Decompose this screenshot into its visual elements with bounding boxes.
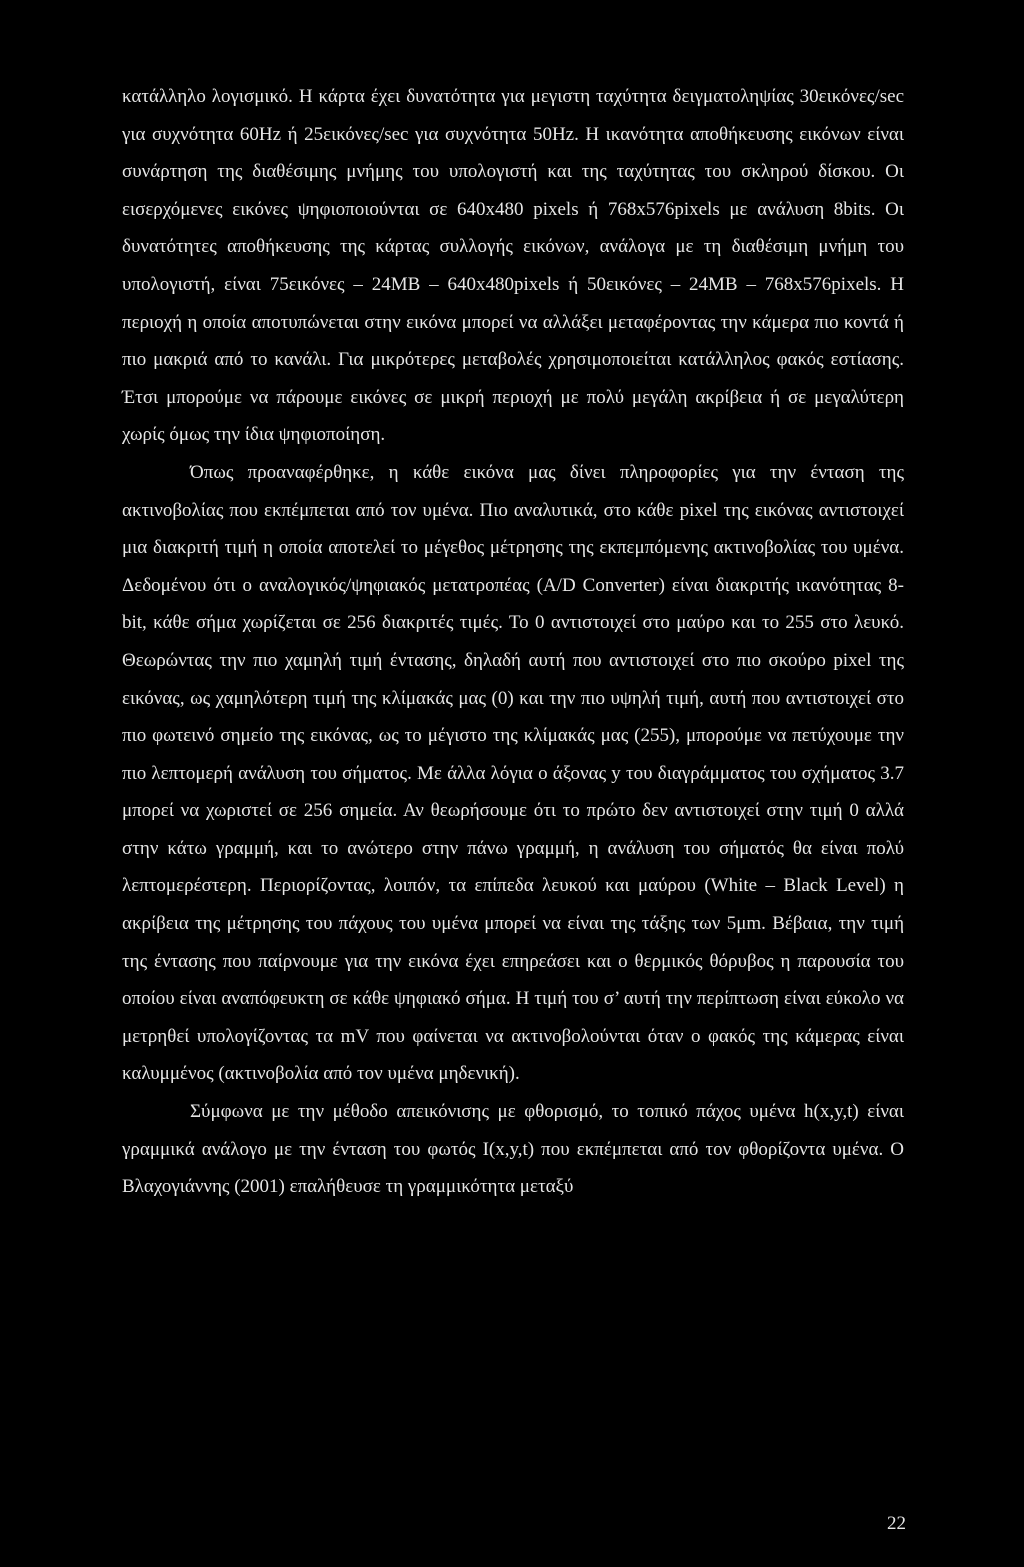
paragraph-fluorescence-method: Σύμφωνα με την μέθοδο απεικόνισης με φθορισμό, το τοπικό πάχος υμένα h(x,y,t) είναι γραμμικά ανάλογο με την ένταση του φωτός I(x,y,t) που εκπέμπεται από τον φθορίζοντα υμένα. Ο Βλαχογιάννης (2001) επαλήθευσε τη γραμμικότητα μεταξύ <box>122 1101 904 1198</box>
paragraph-intensity-resolution: Όπως προαναφέρθηκε, η κάθε εικόνα μας δίνει πληροφορίες για την ένταση της ακτινοβολίας που εκπέμπεται από τον υμένα. Πιο αναλυτικά, στο κάθε pixel της εικόνας αντιστοιχεί μια διακριτή τιμή η οποία αποτελεί το μέγεθος μέτρησης της εκπεμπόμενης ακτινοβολίας του υμένα. Δεδομένου ότι ο αναλογικός/ψηφιακός μετατροπέας (A/D Converter) είναι διακριτής ικανότητας 8-bit, κάθε σήμα χωρίζεται σε 256 διακριτές τιμές. Το 0 αντιστοιχεί στο μαύρο και το 255 στο λευκό. Θεωρώντας την πιο χαμηλή τιμή έντασης, δηλαδή αυτή που αντιστοιχεί στο πιο σκούρο pixel της εικόνας, ως χαμηλότερη τιμή της κλίμακάς μας (0) και την πιο υψηλή τιμή, αυτή που αντιστοιχεί στο πιο φωτεινό σημείο της εικόνας, ως το μέγιστο της κλίμακάς μας (255), μπορούμε να πετύχουμε την πιο λεπτομερή ανάλυση του σήματος. Με άλλα λόγια ο άξονας y του διαγράμματος του σχήματος 3.7 μπορεί να χωριστεί σε 256 σημεία. Αν θεωρήσουμε ότι το πρώτο δεν αντιστοιχεί στην τιμή 0 αλλά στην κάτω γραμμή, και το ανώτερο στην πάνω γραμμή, η ανάλυση του σήματός θα είναι πολύ λεπτομερέστερη. Περιορίζοντας, λοιπόν, τα επίπεδα λευκού και μαύρου (White – Black Level) η ακρίβεια της μέτρησης του πάχους του υμένα μπορεί να είναι της τάξης των 5μm. Βέβαια, την τιμή της έντασης που παίρνουμε για την εικόνα έχει επηρεάσει και ο θερμικός θόρυβος η παρουσία του οποίου είναι αναπόφευκτη σε κάθε ψηφιακό σήμα. Η τιμή του σ’ αυτή την περίπτωση είναι εύκολο να μετρηθεί υπολογίζοντας τα mV που φαίνεται να ακτινοβολούνται όταν ο φακός της κάμερας είναι καλυμμένος (ακτινοβολία από τον υμένα μηδενική). <box>122 461 904 1085</box>
paragraph-image-acquisition: κατάλληλο λογισμικό. Η κάρτα έχει δυνατότητα για μεγιστη ταχύτητα δειγματοληψίας 30εικόνες/sec για συχνότητα 60Hz ή 25εικόνες/sec για συχνότητα 50Hz. Η ικανότητα αποθήκευσης εικόνων είναι συνάρτηση της διαθέσιμης μνήμης του υπολογιστή και της ταχύτητας του σκληρού δίσκου. Οι εισερχόμενες εικόνες ψηφιοποιούνται σε 640x480 pixels ή 768x576pixels με ανάλυση 8bits. Οι δυνατότητες αποθήκευσης της κάρτας συλλογής εικόνων, ανάλογα με τη διαθέσιμη μνήμη του υπολογιστή, είναι 75εικόνες – 24MB – 640x480pixels ή 50εικόνες – 24MB – 768x576pixels. Η περιοχή η οποία αποτυπώνεται στην εικόνα μπορεί να αλλάξει μεταφέροντας την κάμερα πιο κοντά ή πιο μακριά από το κανάλι. Για μικρότερες μεταβολές χρησιμοποιείται κατάλληλος φακός εστίασης. Έτσι μπορούμε να πάρουμε εικόνες σε μικρή περιοχή με πολύ μεγάλη ακρίβεια ή σε μεγαλύτερη χωρίς όμως την ίδια ψηφιοποίηση. <box>122 86 904 446</box>
document-page <box>122 78 904 1206</box>
page-number: 22 <box>887 1513 906 1534</box>
